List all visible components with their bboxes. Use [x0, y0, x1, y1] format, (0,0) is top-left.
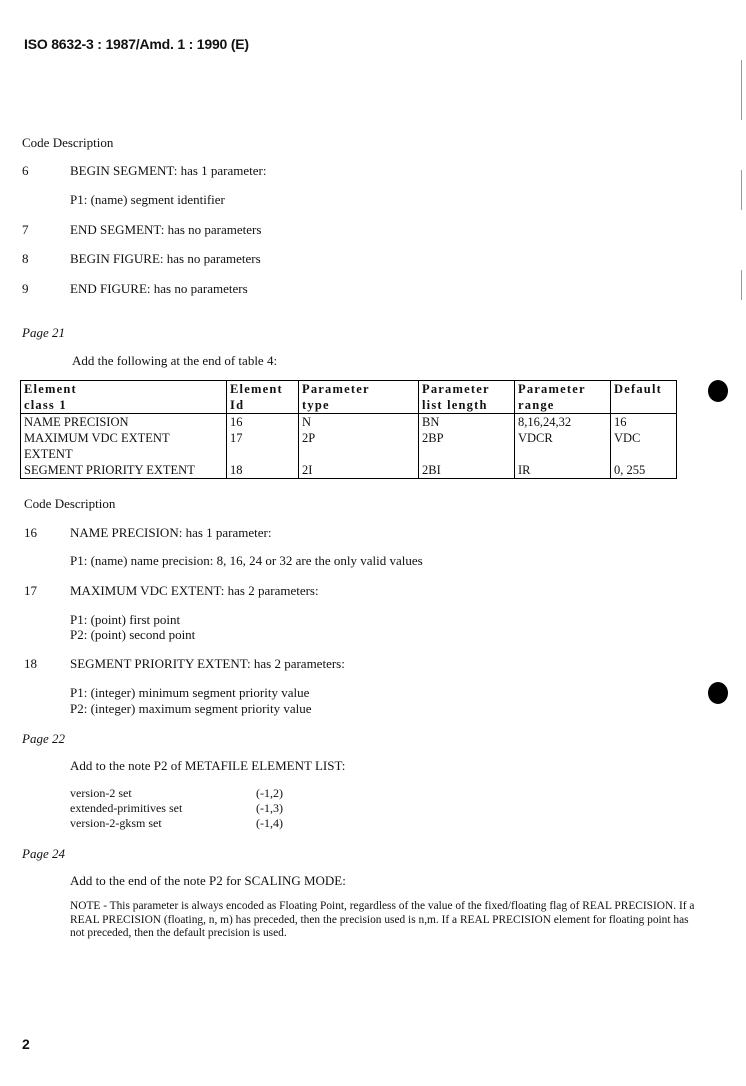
table-cell: [299, 446, 419, 462]
code-8: 8: [22, 251, 29, 266]
code-description-heading: Code Description: [24, 496, 116, 511]
table-cell: 16: [611, 414, 677, 431]
code-16-parameter: P1: (name) name precision: 8, 16, 24 or 32 are the only valid values: [70, 553, 423, 568]
list-item-name: version-2-gksm set: [70, 816, 162, 830]
table-cell: [611, 446, 677, 462]
code-7: 7: [22, 222, 29, 237]
table-row: [21, 414, 677, 431]
document-header: ISO 8632-3 : 1987/Amd. 1 : 1990 (E): [24, 36, 249, 52]
table-row: [21, 446, 677, 462]
table-cell: 2BI: [419, 462, 515, 479]
list-item-value: (-1,3): [256, 801, 283, 815]
list-item-name: extended-primitives set: [70, 801, 183, 815]
code-16-description: NAME PRECISION: has 1 parameter:: [70, 525, 272, 540]
code-6-parameter: P1: (name) segment identifier: [70, 192, 225, 207]
list-item-value: (-1,4): [256, 816, 283, 830]
table-row: [21, 430, 677, 446]
scaling-mode-note: NOTE - This parameter is always encoded as Floating Point, regardless of the value of the fixed/floating flag of REAL PRECISION. If a REAL PRECISION (floating, n, m) has preceded, then the precision used is n,m. If a REAL PRECISION element for floating point has not preceded, then the default precision is used.: [70, 900, 695, 939]
table-cell: EXTENT: [21, 446, 227, 462]
table-cell: IR: [515, 462, 611, 479]
scan-edge-mark: [741, 60, 742, 120]
code-17-description: MAXIMUM VDC EXTENT: has 2 parameters:: [70, 583, 319, 598]
page-number: 2: [22, 1036, 30, 1052]
table-cell: [515, 446, 611, 462]
page-21-instruction: Add the following at the end of table 4:: [72, 353, 278, 368]
table-cell: 18: [227, 462, 299, 479]
table-row: [21, 462, 677, 479]
code-6-description: BEGIN SEGMENT: has 1 parameter:: [70, 163, 267, 178]
table-cell: 8,16,24,32: [515, 414, 611, 431]
code-17-parameter-2: P2: (point) second point: [70, 627, 196, 642]
change-bullet-icon: [708, 380, 728, 402]
code-18-parameter-2: P2: (integer) maximum segment priority value: [70, 701, 312, 716]
code-16: 16: [24, 525, 37, 540]
table-cell: VDCR: [515, 430, 611, 446]
code-18-parameter-1: P1: (integer) minimum segment priority value: [70, 685, 310, 700]
code-9: 9: [22, 281, 29, 296]
column-header: Parameter type: [299, 381, 419, 414]
table-cell: 0, 255: [611, 462, 677, 479]
table-cell: 2I: [299, 462, 419, 479]
element-table: [20, 380, 677, 479]
table-cell: N: [299, 414, 419, 431]
page-22-instruction: Add to the note P2 of METAFILE ELEMENT LIST:: [70, 758, 346, 773]
page-24-label: Page 24: [22, 846, 65, 861]
table-header-row: [21, 381, 677, 414]
table-cell: MAXIMUM VDC EXTENT: [21, 430, 227, 446]
code-17: 17: [24, 583, 37, 598]
page-22-label: Page 22: [22, 731, 65, 746]
code-8-description: BEGIN FIGURE: has no parameters: [70, 251, 261, 266]
table-cell: BN: [419, 414, 515, 431]
column-header: Parameter list length: [419, 381, 515, 414]
table-cell: VDC: [611, 430, 677, 446]
change-bullet-icon: [708, 682, 728, 704]
column-header: Default: [611, 381, 677, 414]
code-18-description: SEGMENT PRIORITY EXTENT: has 2 parameters:: [70, 656, 345, 671]
list-item-value: (-1,2): [256, 786, 283, 800]
code-6: 6: [22, 163, 29, 178]
code-description-heading: Code Description: [22, 135, 114, 150]
table-cell: 2BP: [419, 430, 515, 446]
table-cell: SEGMENT PRIORITY EXTENT: [21, 462, 227, 479]
page-24-instruction: Add to the end of the note P2 for SCALING MODE:: [70, 873, 346, 888]
table-cell: [419, 446, 515, 462]
code-18: 18: [24, 656, 37, 671]
code-17-parameter-1: P1: (point) first point: [70, 612, 181, 627]
page-21-label: Page 21: [22, 325, 65, 340]
column-header: Element Id: [227, 381, 299, 414]
code-7-description: END SEGMENT: has no parameters: [70, 222, 262, 237]
table-cell: [227, 446, 299, 462]
column-header: Element class 1: [21, 381, 227, 414]
table-cell: NAME PRECISION: [21, 414, 227, 431]
table-cell: 17: [227, 430, 299, 446]
list-item-name: version-2 set: [70, 786, 132, 800]
code-9-description: END FIGURE: has no parameters: [70, 281, 248, 296]
scan-edge-mark: [741, 170, 742, 210]
column-header: Parameter range: [515, 381, 611, 414]
scan-edge-mark: [741, 270, 742, 300]
table-cell: 16: [227, 414, 299, 431]
table-cell: 2P: [299, 430, 419, 446]
